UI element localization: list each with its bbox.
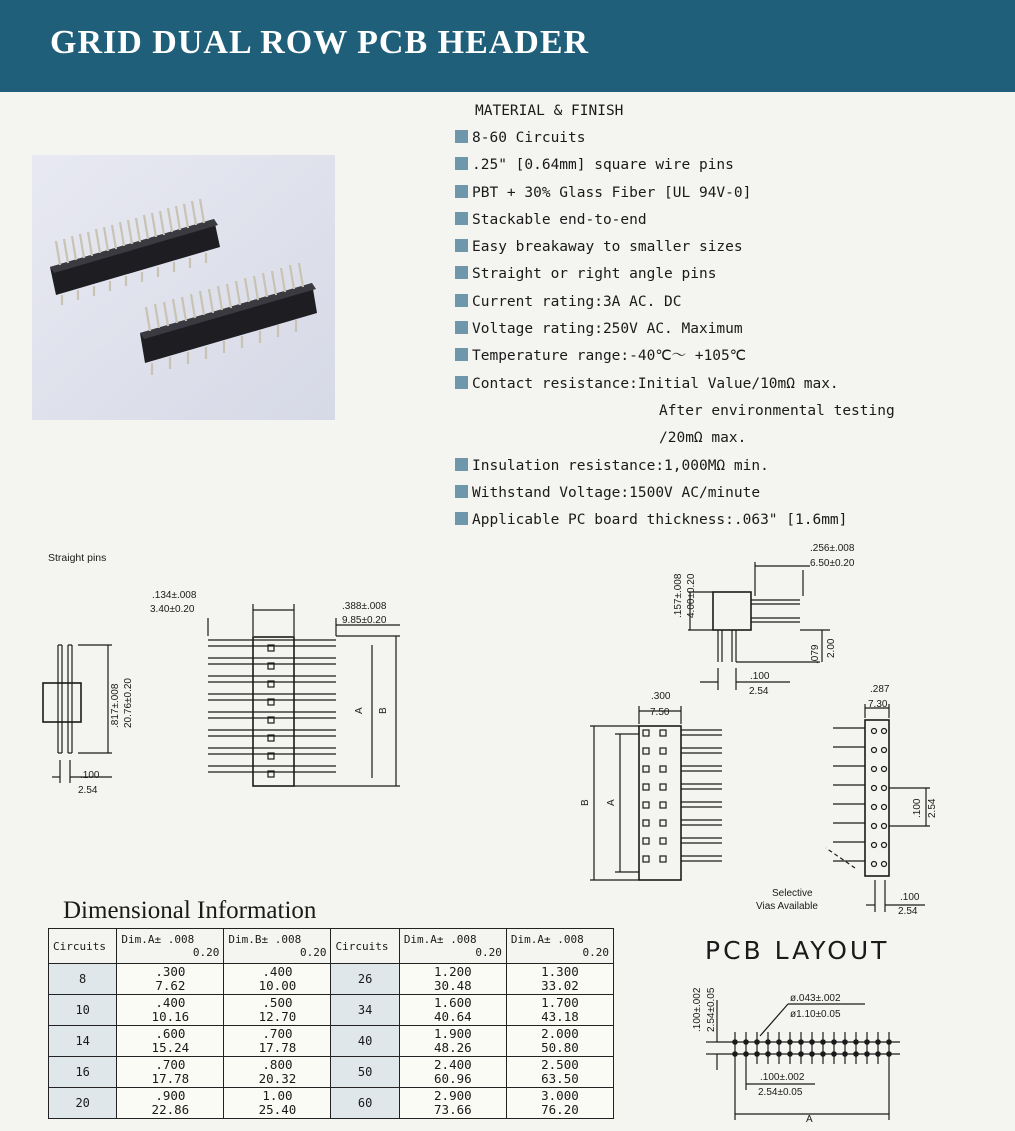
cell: .700 17.78 <box>224 1026 331 1057</box>
cell: .400 10.00 <box>224 964 331 995</box>
cell: 1.300 33.02 <box>506 964 613 995</box>
dim-label: .100±.002 <box>760 1072 805 1083</box>
dim-label: .100 <box>750 671 770 682</box>
cell: 2.900 73.66 <box>399 1088 506 1119</box>
cell: 2.500 63.50 <box>506 1057 613 1088</box>
spec-text: Temperature range:-40℃～ +105℃ <box>472 348 747 365</box>
col-header: Dim.A± .008 0.20 <box>506 929 613 964</box>
table-row <box>49 1088 614 1119</box>
dim-label: 6.50±0.20 <box>810 558 855 569</box>
cell: 16 <box>49 1057 117 1088</box>
spec-text: Applicable PC board thickness:.063" [1.6mm] <box>472 512 848 529</box>
spec-text: Withstand Voltage:1500V AC/minute <box>472 484 761 501</box>
cell: 50 <box>331 1057 399 1088</box>
dim-label: 4.00±0.20 <box>686 573 697 618</box>
cell: 60 <box>331 1088 399 1119</box>
table-row <box>49 1026 614 1057</box>
spec-text: Insulation resistance:1,000MΩ min. <box>472 457 769 474</box>
cell: 40 <box>331 1026 399 1057</box>
col-header: Dim.B± .008 0.20 <box>224 929 331 964</box>
cell: 2.000 50.80 <box>506 1026 613 1057</box>
dimensional-table <box>48 928 614 1119</box>
col-header: Circuits <box>331 929 399 964</box>
cell: .600 15.24 <box>117 1026 224 1057</box>
straight-top-view <box>208 604 400 786</box>
dim-label: A <box>354 707 365 714</box>
dim-label: .134±.008 <box>152 590 197 601</box>
spec-text: PBT + 30% Glass Fiber [UL 94V-0] <box>472 184 752 201</box>
dim-label: .287 <box>870 684 890 695</box>
cell: 14 <box>49 1026 117 1057</box>
dim-label: ø.043±.002 <box>790 993 841 1004</box>
dim-label: A <box>606 799 617 806</box>
dim-label: A <box>806 1114 813 1125</box>
dim-label: .256±.008 <box>810 543 855 554</box>
straight-side-view <box>43 645 112 783</box>
spec-text: Contact resistance:Initial Value/10mΩ max. <box>472 375 839 392</box>
cell: 20 <box>49 1088 117 1119</box>
dim-label: .817±.008 <box>110 683 121 728</box>
cell: .400 10.16 <box>117 995 224 1026</box>
cell: 1.900 48.26 <box>399 1026 506 1057</box>
page-title: GRID DUAL ROW PCB HEADER <box>50 24 590 61</box>
dim-label: 20.76±0.20 <box>123 678 134 728</box>
spec-text: 8-60 Circuits <box>472 130 586 146</box>
dim-label: 2.54 <box>898 906 918 917</box>
dim-label: 2.54 <box>78 785 98 796</box>
spec-text: Easy breakaway to smaller sizes <box>472 239 743 256</box>
spec-text: Current rating:3A AC. DC <box>472 293 682 310</box>
dim-label: B <box>378 707 389 714</box>
right-angle-front-view <box>590 706 722 880</box>
spec-continuation: After environmental testing <box>659 402 895 419</box>
table-header-row <box>49 929 614 964</box>
dim-label: .100±.002 <box>692 987 703 1032</box>
cell: 26 <box>331 964 399 995</box>
pcb-layout-title: PCB LAYOUT <box>705 936 890 965</box>
cell: 1.200 30.48 <box>399 964 506 995</box>
cell: 34 <box>331 995 399 1026</box>
straight-pins-label: Straight pins <box>48 552 107 564</box>
spec-text: Stackable end-to-end <box>472 211 647 228</box>
col-header: Dim.A± .008 0.20 <box>399 929 506 964</box>
col-header: Circuits <box>49 929 117 964</box>
note-label: Selective <box>772 888 813 899</box>
dim-label: 2.54±0.05 <box>706 987 717 1032</box>
dim-label: .100 <box>900 892 920 903</box>
col-header: Dim.A± .008 0.20 <box>117 929 224 964</box>
dim-label: .157±.008 <box>673 573 684 618</box>
note-label: Vias Available <box>756 901 818 912</box>
dim-label: 9.85±0.20 <box>342 615 387 626</box>
dim-label: 7.50 <box>650 707 670 718</box>
cell: .300 7.62 <box>117 964 224 995</box>
spec-title: MATERIAL & FINISH <box>475 103 624 119</box>
dim-label: B <box>580 799 591 806</box>
dim-label: ø1.10±0.05 <box>790 1009 841 1020</box>
dim-label: .388±.008 <box>342 601 387 612</box>
dim-label: .300 <box>651 691 671 702</box>
table-row <box>49 964 614 995</box>
spec-continuation: /20mΩ max. <box>659 430 747 447</box>
cell: 1.700 43.18 <box>506 995 613 1026</box>
dim-label: .079 <box>810 644 821 664</box>
cell: 2.400 60.96 <box>399 1057 506 1088</box>
dim-label: 3.40±0.20 <box>150 604 195 615</box>
dim-label: 2.00 <box>826 638 837 658</box>
cell: 1.00 25.40 <box>224 1088 331 1119</box>
cell: 1.600 40.64 <box>399 995 506 1026</box>
cell: 10 <box>49 995 117 1026</box>
spec-text: Voltage rating:250V AC. Maximum <box>472 321 743 338</box>
cell: 8 <box>49 964 117 995</box>
cell: 3.000 76.20 <box>506 1088 613 1119</box>
cell: .900 22.86 <box>117 1088 224 1119</box>
dim-label: 2.54 <box>749 686 769 697</box>
dim-label: 7.30 <box>868 699 888 710</box>
cell: .800 20.32 <box>224 1057 331 1088</box>
dimensional-info-title: Dimensional Information <box>63 897 317 924</box>
table-row <box>49 1057 614 1088</box>
dim-label: .100 <box>912 798 923 818</box>
table-row <box>49 995 614 1026</box>
dim-label: 2.54±0.05 <box>758 1087 803 1098</box>
spec-text: .25" [0.64mm] square wire pins <box>472 157 734 174</box>
dim-label: 2.54 <box>927 798 938 818</box>
dim-label: .100 <box>80 770 100 781</box>
spec-text: Straight or right angle pins <box>472 266 717 283</box>
cell: .500 12.70 <box>224 995 331 1026</box>
cell: .700 17.78 <box>117 1057 224 1088</box>
